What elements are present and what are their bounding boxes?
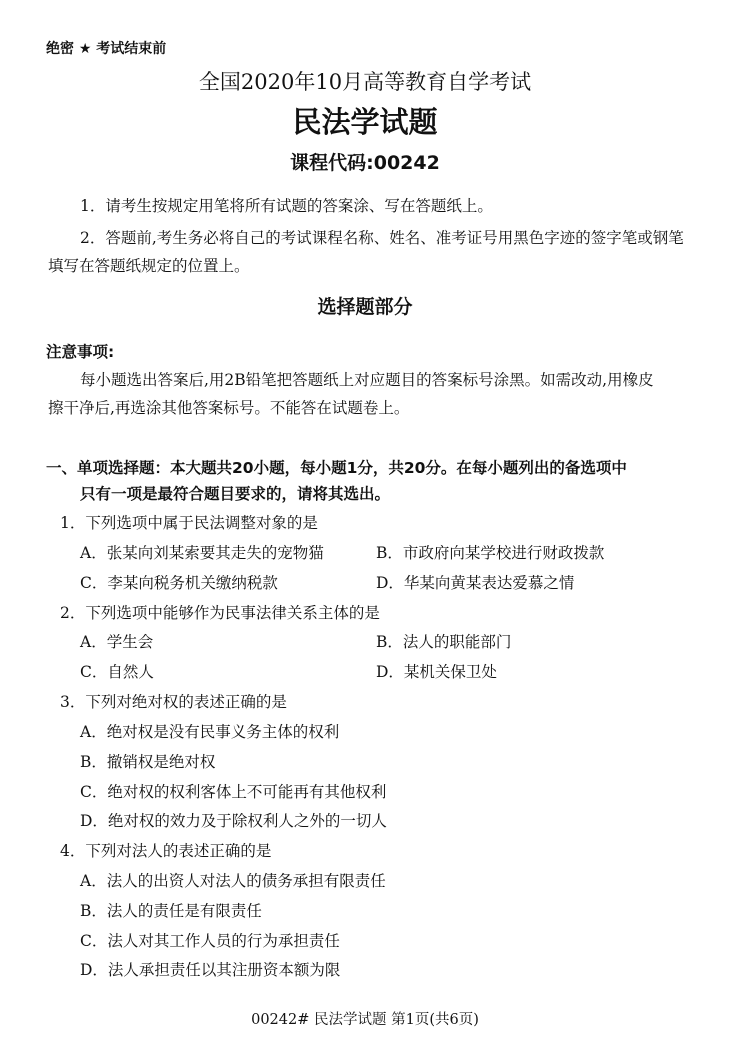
- page-footer: 00242# 民法学试题 第1页(共6页): [251, 1012, 479, 1028]
- question-option: B．法人的职能部门: [376, 633, 512, 651]
- course-code: 课程代码:00242: [290, 152, 440, 174]
- question-option: C．绝对权的权利客体上不可能再有其他权利: [80, 783, 387, 801]
- exam-title: 全国2020年10月高等教育自学考试: [198, 70, 532, 94]
- question-stem: 1．下列选项中属于民法调整对象的是: [60, 514, 318, 532]
- question-option: D．华某向黄某表达爱慕之情: [376, 574, 575, 592]
- part-heading-cont: 只有一项是最符合题目要求的，请将其选出。: [80, 485, 391, 503]
- question-option: A．学生会: [80, 633, 154, 651]
- instruction-2: 2．答题前,考生务必将自己的考试课程名称、姓名、准考证号用黑色字迹的签字笔或钢笔: [80, 229, 684, 247]
- confidential-label: 绝密 ★ 考试结束前: [46, 41, 167, 57]
- instruction-2-cont: 填写在答题纸规定的位置上。: [48, 257, 250, 275]
- instruction-1: 1．请考生按规定用笔将所有试题的答案涂、写在答题纸上。: [80, 197, 493, 215]
- question-option: B．市政府向某学校进行财政拨款: [376, 544, 605, 562]
- question-option: B．法人的责任是有限责任: [80, 902, 262, 920]
- question-option: C．法人对其工作人员的行为承担责任: [80, 932, 340, 950]
- question-option: C．李某向税务机关缴纳税款: [80, 574, 278, 592]
- notes-line-2: 擦干净后,再选涂其他答案标号。不能答在试题卷上。: [48, 399, 410, 417]
- question-stem: 4．下列对法人的表述正确的是: [60, 842, 272, 860]
- section-title: 选择题部分: [317, 296, 413, 318]
- subject-title: 民法学试题: [292, 105, 438, 139]
- part-heading: 一、单项选择题：本大题共20小题，每小题1分，共20分。在每小题列出的备选项中: [46, 459, 627, 477]
- question-option: C．自然人: [80, 663, 154, 681]
- question-option: D．某机关保卫处: [376, 663, 497, 681]
- question-option: D．法人承担责任以其注册资本额为限: [80, 961, 341, 979]
- question-option: A．绝对权是没有民事义务主体的权利: [80, 723, 340, 741]
- notes-heading: 注意事项:: [46, 343, 115, 361]
- notes-line-1: 每小题选出答案后,用2B铅笔把答题纸上对应题目的答案标号涂黑。如需改动,用橡皮: [80, 371, 654, 389]
- question-option: A．张某向刘某索要其走失的宠物猫: [80, 544, 324, 562]
- question-stem: 3．下列对绝对权的表述正确的是: [60, 693, 287, 711]
- question-option: B．撤销权是绝对权: [80, 753, 216, 771]
- question-option: D．绝对权的效力及于除权利人之外的一切人: [80, 812, 387, 830]
- question-stem: 2．下列选项中能够作为民事法律关系主体的是: [60, 604, 380, 622]
- question-option: A．法人的出资人对法人的债务承担有限责任: [80, 872, 386, 890]
